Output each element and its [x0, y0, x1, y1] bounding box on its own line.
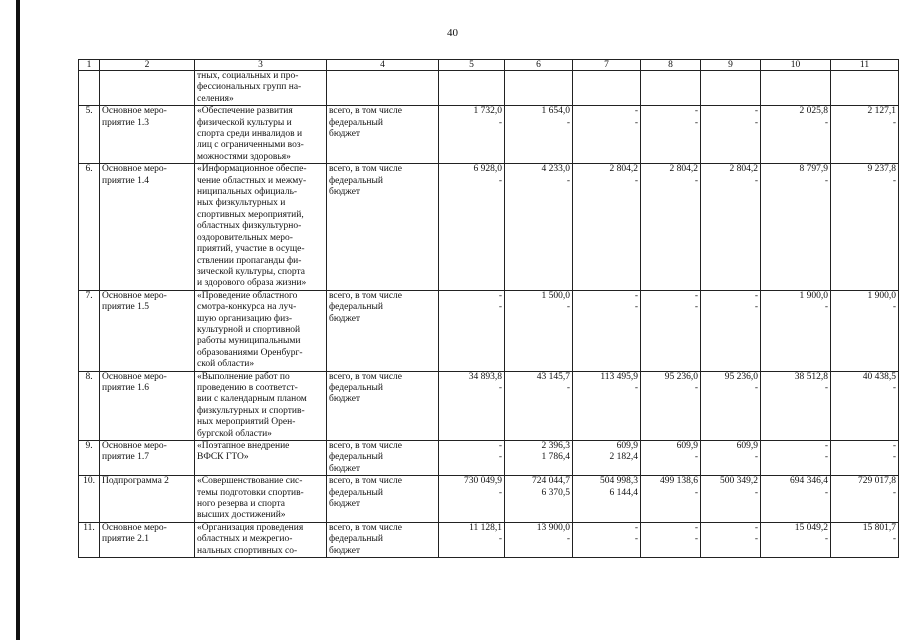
program-description [195, 290, 327, 371]
amount-value: 1 900,0 [799, 290, 828, 301]
amount-value: - [892, 487, 896, 498]
program-name-text: Основное меро- приятие 2.1 [102, 522, 167, 545]
amount-value: 34 893,8 [468, 371, 502, 382]
program-description-text: «Обеспечение развития физической культуры и спорта среди инвалидов и лиц с ограниченными воз- можностями здоровья» [197, 106, 304, 162]
column-number: 10 [761, 60, 831, 71]
funding-source [327, 106, 439, 164]
amount-cell [505, 290, 573, 371]
amount-value: - [634, 106, 638, 117]
amount-value: 609,9 [616, 441, 638, 451]
amount-value: - [754, 302, 758, 313]
funding-source-label: всего, в том числе [329, 522, 403, 533]
amount-cell [573, 441, 641, 476]
amount-cell [505, 106, 573, 164]
amount-value: - [754, 522, 758, 533]
funding-source [327, 522, 439, 557]
amount-value: - [566, 117, 570, 128]
program-name-text: Основное меро- приятие 1.3 [102, 106, 167, 128]
amount-value: 2 025,8 [799, 106, 828, 117]
amount-cell [641, 106, 701, 164]
amount-cell [831, 441, 899, 476]
amount-value: 2 182,4 [609, 452, 638, 463]
funding-source-label: всего, в том числе [329, 164, 403, 175]
row-number [79, 371, 100, 440]
amount-cell [439, 290, 505, 371]
amount-value: - [694, 175, 698, 186]
amount-value: 4 233,0 [541, 164, 570, 175]
row-number [79, 476, 100, 523]
program-name-text: Основное меро- приятие 1.7 [102, 441, 167, 463]
program-description [195, 371, 327, 440]
amount-value: 724 044,7 [532, 476, 570, 487]
amount-value: - [824, 452, 828, 463]
column-number: 11 [831, 60, 899, 71]
amount-cell [573, 522, 641, 557]
amount-value: - [694, 117, 698, 128]
amount-value: - [892, 302, 896, 313]
amount-value: - [754, 382, 758, 393]
funding-source-label: федеральный бюджет [329, 452, 383, 474]
amount-cell [439, 164, 505, 290]
amount-cell [701, 164, 761, 290]
program-description-text: «Поэтапное внедрение ВФСК ГТО» [197, 441, 290, 463]
amount-cell [641, 522, 701, 557]
funding-source [327, 441, 439, 476]
amount-value: 1 900,0 [867, 290, 896, 301]
amount-value: - [754, 290, 758, 301]
column-number: 6 [505, 60, 573, 71]
table-row [79, 290, 899, 371]
amount-value: - [634, 534, 638, 545]
funding-source-label: всего, в том числе [329, 441, 403, 451]
table-row [79, 371, 899, 440]
row-number [79, 441, 100, 476]
amount-cell [641, 290, 701, 371]
amount-cell [641, 476, 701, 523]
amount-value: - [498, 382, 502, 393]
amount-value: - [634, 382, 638, 393]
funding-source-label: федеральный бюджет [329, 117, 383, 140]
amount-value: - [498, 302, 502, 313]
column-number: 2 [100, 60, 195, 71]
column-number: 4 [327, 60, 439, 71]
amount-cell [505, 476, 573, 523]
funding-source [327, 290, 439, 371]
amount-cell [701, 71, 761, 106]
program-name [100, 71, 195, 106]
funding-source [327, 371, 439, 440]
amount-value: 9 237,8 [867, 164, 896, 175]
amount-value: - [824, 302, 828, 313]
amount-value: - [824, 441, 828, 451]
program-description [195, 106, 327, 164]
column-number: 8 [641, 60, 701, 71]
amount-cell [761, 71, 831, 106]
amount-cell [641, 441, 701, 476]
amount-value: - [824, 175, 828, 186]
amount-value: 1 654,0 [541, 106, 570, 117]
program-description-text: «Проведение областного смотра-конкурса на луч- шую организацию физ- культурной и спортивной работы муниципальными образованиями Оренбург- ской области» [197, 290, 303, 370]
amount-value: - [892, 117, 896, 128]
program-description [195, 441, 327, 476]
row-number [79, 290, 100, 371]
program-description-text: «Информационное обеспе- чение областных и межму- ниципальных официаль- ных физкультурных и спортивных мероприятий, областных физкультурно- оздоровительных меро- приятий, участие в осуще- ствлении пропаганды фи- зической культуры, спорта и здорового образа жизни» [197, 164, 307, 289]
amount-value: 730 049,9 [464, 476, 502, 487]
amount-value: 499 138,6 [660, 476, 698, 487]
amount-cell [761, 106, 831, 164]
amount-value: 694 346,4 [790, 476, 828, 487]
amount-value: - [566, 302, 570, 313]
program-name-text: Подпрограмма 2 [102, 476, 169, 487]
row-number [79, 71, 100, 106]
amount-cell [439, 371, 505, 440]
table-header-row [79, 60, 899, 71]
amount-cell [439, 71, 505, 106]
amount-value: - [892, 534, 896, 545]
amount-value: - [694, 452, 698, 463]
amount-value: 504 998,3 [600, 476, 638, 487]
amount-value: 2 127,1 [867, 106, 896, 117]
amount-cell [761, 441, 831, 476]
amount-value: 1 732,0 [473, 106, 502, 117]
amount-value: - [566, 175, 570, 186]
amount-cell [701, 290, 761, 371]
program-description-text: «Организация проведения областных и межрегио- нальных спортивных со- [197, 522, 304, 556]
amount-value: 11 128,1 [469, 522, 502, 533]
amount-value: - [824, 382, 828, 393]
column-number: 3 [195, 60, 327, 71]
amount-cell [761, 290, 831, 371]
amount-value: 113 495,9 [600, 371, 638, 382]
column-number: 5 [439, 60, 505, 71]
funding-source-label: федеральный бюджет [329, 175, 383, 198]
amount-value: - [498, 534, 502, 545]
amount-cell [573, 290, 641, 371]
amount-value: 500 349,2 [720, 476, 758, 487]
amount-value: - [634, 522, 638, 533]
program-description [195, 71, 327, 106]
amount-value: - [634, 175, 638, 186]
amount-cell [573, 164, 641, 290]
funding-source-label: федеральный бюджет [329, 487, 383, 509]
program-name [100, 522, 195, 557]
amount-cell [573, 476, 641, 523]
amount-value: - [892, 175, 896, 186]
amount-cell [505, 522, 573, 557]
amount-value: - [754, 452, 758, 463]
amount-value: 8 797,9 [799, 164, 828, 175]
amount-value: - [694, 302, 698, 313]
amount-cell [573, 71, 641, 106]
amount-cell [831, 290, 899, 371]
amount-value: - [498, 441, 502, 451]
funding-source-label: всего, в том числе [329, 290, 403, 301]
amount-value: - [694, 382, 698, 393]
amount-value: 95 236,0 [664, 371, 698, 382]
amount-cell [439, 441, 505, 476]
row-number-text: 9. [85, 441, 93, 451]
program-name [100, 290, 195, 371]
amount-cell [641, 371, 701, 440]
row-number-text: 10. [83, 476, 95, 487]
amount-value: - [694, 487, 698, 498]
program-name [100, 106, 195, 164]
amount-cell [761, 522, 831, 557]
amount-value: - [498, 117, 502, 128]
amount-value: - [498, 290, 502, 301]
amount-cell [831, 71, 899, 106]
amount-value: - [694, 522, 698, 533]
amount-value: 2 804,2 [609, 164, 638, 175]
amount-cell [831, 476, 899, 523]
amount-value: - [634, 302, 638, 313]
column-number: 1 [79, 60, 100, 71]
program-description [195, 476, 327, 523]
funding-source-label: всего, в том числе [329, 476, 403, 487]
amount-value: - [498, 175, 502, 186]
amount-value: 43 145,7 [536, 371, 570, 382]
row-number [79, 106, 100, 164]
amount-value: - [892, 452, 896, 463]
funding-source-label: федеральный бюджет [329, 534, 383, 556]
amount-value: - [694, 290, 698, 301]
budget-table [78, 59, 899, 558]
amount-value: - [754, 534, 758, 545]
amount-value: - [824, 534, 828, 545]
row-number [79, 164, 100, 290]
amount-cell [505, 441, 573, 476]
amount-value: - [892, 382, 896, 393]
amount-cell [505, 164, 573, 290]
page-number: 40 [447, 27, 458, 39]
table-row [79, 522, 899, 557]
row-number-text: 11. [83, 522, 95, 533]
amount-value: 2 804,2 [729, 164, 758, 175]
amount-value: 609,9 [736, 441, 758, 451]
column-number: 7 [573, 60, 641, 71]
amount-cell [701, 106, 761, 164]
amount-cell [641, 71, 701, 106]
amount-value: - [754, 175, 758, 186]
program-name [100, 476, 195, 523]
amount-value: - [824, 487, 828, 498]
amount-value: 40 438,5 [862, 371, 896, 382]
amount-cell [573, 371, 641, 440]
amount-value: - [498, 487, 502, 498]
program-name [100, 371, 195, 440]
amount-cell [573, 106, 641, 164]
table-row [79, 106, 899, 164]
amount-cell [761, 371, 831, 440]
program-name-text: Основное меро- приятие 1.6 [102, 371, 167, 393]
amount-value: 15 801,7 [862, 522, 896, 533]
row-number [79, 522, 100, 557]
program-name-text: Основное меро- приятие 1.5 [102, 290, 167, 313]
amount-value: 13 900,0 [536, 522, 570, 533]
amount-cell [761, 164, 831, 290]
amount-cell [831, 164, 899, 290]
program-description-text: «Выполнение работ по проведению в соответст- вии с календарным планом физкультурных и спортив- ных мероприятий Орен- бургской области» [197, 371, 307, 439]
scan-edge-bar [16, 0, 20, 640]
program-name [100, 441, 195, 476]
amount-cell [831, 522, 899, 557]
amount-value: - [754, 106, 758, 117]
amount-value: 609,9 [676, 441, 698, 451]
funding-source-label: федеральный бюджет [329, 382, 383, 405]
amount-value: - [754, 487, 758, 498]
funding-source [327, 164, 439, 290]
amount-cell [701, 476, 761, 523]
amount-value: - [694, 534, 698, 545]
amount-value: - [566, 534, 570, 545]
row-number-text: 6. [85, 164, 93, 175]
amount-value: 6 370,5 [541, 487, 570, 498]
program-name [100, 164, 195, 290]
program-description-text: «Совершенствование сис- темы подготовки спортив- ного резерва и спорта высших достижений» [197, 476, 304, 521]
amount-value: 6 144,4 [609, 487, 638, 498]
table-row [79, 164, 899, 290]
program-description-text: тных, социальных и про- фессиональных групп на- селения» [197, 71, 302, 104]
amount-cell [761, 476, 831, 523]
amount-value: - [634, 290, 638, 301]
amount-value: 729 017,8 [858, 476, 896, 487]
amount-cell [701, 371, 761, 440]
amount-cell [439, 476, 505, 523]
program-description [195, 522, 327, 557]
amount-value: 1 500,0 [541, 290, 570, 301]
amount-cell [701, 441, 761, 476]
funding-source [327, 476, 439, 523]
amount-cell [505, 71, 573, 106]
table-row [79, 476, 899, 523]
amount-value: - [634, 117, 638, 128]
funding-source-label: всего, в том числе [329, 371, 403, 382]
amount-value: - [892, 441, 896, 451]
table-row [79, 441, 899, 476]
amount-value: 2 396,3 [541, 441, 570, 451]
amount-value: 1 786,4 [541, 452, 570, 463]
funding-source-label: федеральный бюджет [329, 302, 383, 324]
program-description [195, 164, 327, 290]
amount-cell [641, 164, 701, 290]
amount-value: - [694, 106, 698, 117]
amount-cell [439, 106, 505, 164]
amount-cell [831, 371, 899, 440]
amount-cell [831, 106, 899, 164]
funding-source-label: всего, в том числе [329, 106, 403, 117]
amount-value: 15 049,2 [794, 522, 828, 533]
program-name-text: Основное меро- приятие 1.4 [102, 164, 167, 186]
amount-value: 2 804,2 [669, 164, 698, 175]
amount-value: - [566, 382, 570, 393]
amount-value: - [498, 452, 502, 463]
amount-cell [701, 522, 761, 557]
amount-value: 95 236,0 [724, 371, 758, 382]
amount-value: - [824, 117, 828, 128]
table-row [79, 71, 899, 106]
row-number-text: 5. [85, 106, 93, 117]
row-number-text: 8. [85, 371, 93, 382]
funding-source [327, 71, 439, 106]
amount-value: 6 928,0 [473, 164, 502, 175]
amount-value: 38 512,8 [794, 371, 828, 382]
column-number: 9 [701, 60, 761, 71]
amount-cell [505, 371, 573, 440]
amount-cell [439, 522, 505, 557]
amount-value: - [754, 117, 758, 128]
row-number-text: 7. [85, 290, 93, 301]
